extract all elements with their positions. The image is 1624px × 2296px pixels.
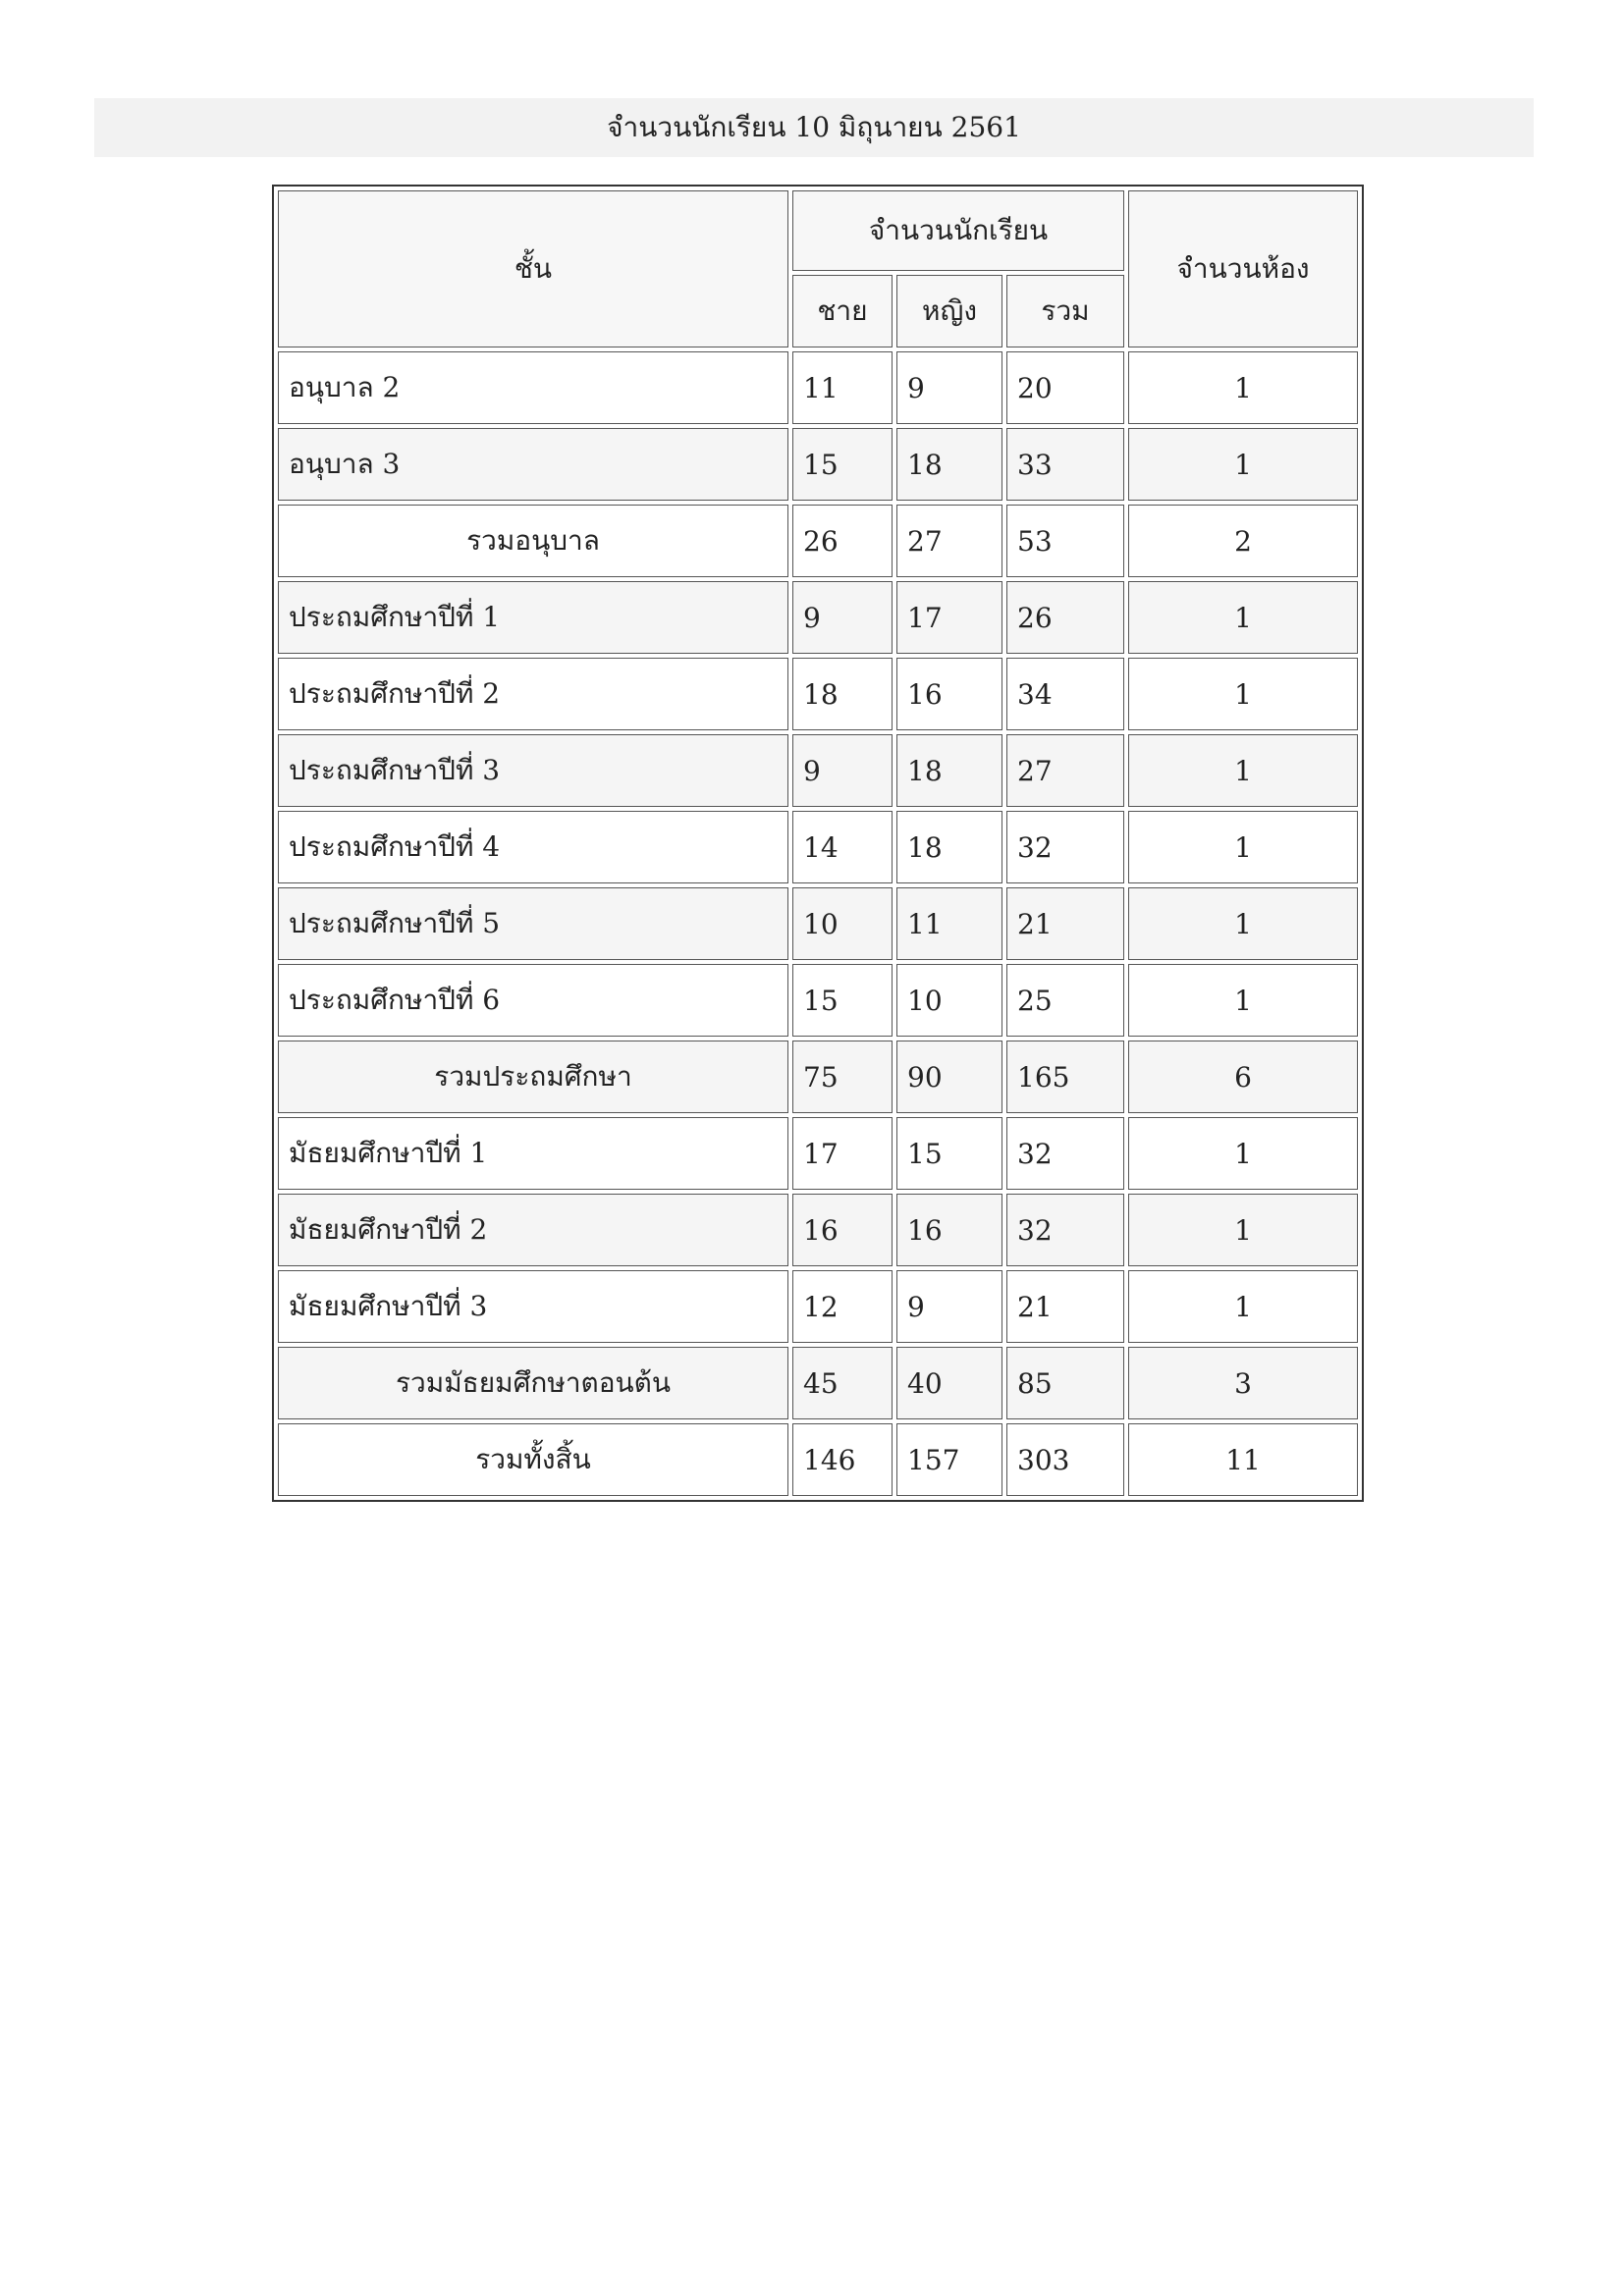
cell-grade: ประถมศึกษาปีที่ 4 — [278, 811, 788, 883]
cell-female: 9 — [896, 351, 1002, 424]
cell-male: 15 — [792, 428, 893, 501]
cell-total: 165 — [1006, 1041, 1124, 1113]
cell-female: 18 — [896, 734, 1002, 807]
cell-male: 146 — [792, 1423, 893, 1496]
cell-rooms: 2 — [1128, 505, 1358, 577]
cell-grade: ประถมศึกษาปีที่ 6 — [278, 964, 788, 1037]
cell-grade: ประถมศึกษาปีที่ 1 — [278, 581, 788, 654]
cell-total: 32 — [1006, 1194, 1124, 1266]
cell-rooms: 1 — [1128, 351, 1358, 424]
cell-male: 16 — [792, 1194, 893, 1266]
table-body — [278, 351, 1358, 1496]
cell-rooms: 1 — [1128, 734, 1358, 807]
cell-grade: รวมประถมศึกษา — [278, 1041, 788, 1113]
cell-female: 15 — [896, 1117, 1002, 1190]
cell-rooms: 11 — [1128, 1423, 1358, 1496]
header-students: จำนวนนักเรียน — [792, 190, 1124, 271]
table-row — [278, 658, 1358, 730]
cell-grade: ประถมศึกษาปีที่ 3 — [278, 734, 788, 807]
cell-total: 20 — [1006, 351, 1124, 424]
cell-grade: มัธยมศึกษาปีที่ 2 — [278, 1194, 788, 1266]
table-row — [278, 1423, 1358, 1496]
cell-rooms: 1 — [1128, 1194, 1358, 1266]
table-row — [278, 1117, 1358, 1190]
cell-rooms: 1 — [1128, 887, 1358, 960]
cell-female: 157 — [896, 1423, 1002, 1496]
cell-male: 10 — [792, 887, 893, 960]
cell-grade: อนุบาล 3 — [278, 428, 788, 501]
cell-female: 18 — [896, 811, 1002, 883]
cell-male: 11 — [792, 351, 893, 424]
cell-total: 303 — [1006, 1423, 1124, 1496]
cell-male: 9 — [792, 581, 893, 654]
cell-male: 17 — [792, 1117, 893, 1190]
table-row — [278, 964, 1358, 1037]
cell-male: 45 — [792, 1347, 893, 1419]
cell-total: 85 — [1006, 1347, 1124, 1419]
cell-total: 32 — [1006, 811, 1124, 883]
page-title-bar — [94, 98, 1534, 157]
table-row — [278, 351, 1358, 424]
cell-rooms: 1 — [1128, 658, 1358, 730]
cell-rooms: 1 — [1128, 1117, 1358, 1190]
cell-rooms: 3 — [1128, 1347, 1358, 1419]
cell-grade: ประถมศึกษาปีที่ 5 — [278, 887, 788, 960]
cell-female: 16 — [896, 658, 1002, 730]
cell-total: 25 — [1006, 964, 1124, 1037]
cell-female: 17 — [896, 581, 1002, 654]
cell-female: 90 — [896, 1041, 1002, 1113]
cell-grade: รวมมัธยมศึกษาตอนต้น — [278, 1347, 788, 1419]
header-female: หญิง — [896, 275, 1002, 347]
cell-grade: มัธยมศึกษาปีที่ 1 — [278, 1117, 788, 1190]
cell-male: 18 — [792, 658, 893, 730]
table-row — [278, 428, 1358, 501]
cell-male: 14 — [792, 811, 893, 883]
cell-grade: อนุบาล 2 — [278, 351, 788, 424]
cell-rooms: 1 — [1128, 811, 1358, 883]
cell-female: 18 — [896, 428, 1002, 501]
table-row — [278, 1041, 1358, 1113]
cell-female: 27 — [896, 505, 1002, 577]
cell-total: 27 — [1006, 734, 1124, 807]
cell-male: 9 — [792, 734, 893, 807]
cell-male: 15 — [792, 964, 893, 1037]
cell-grade: ประถมศึกษาปีที่ 2 — [278, 658, 788, 730]
cell-rooms: 1 — [1128, 581, 1358, 654]
cell-female: 9 — [896, 1270, 1002, 1343]
cell-rooms: 1 — [1128, 1270, 1358, 1343]
cell-male: 26 — [792, 505, 893, 577]
cell-female: 11 — [896, 887, 1002, 960]
cell-female: 10 — [896, 964, 1002, 1037]
cell-total: 21 — [1006, 1270, 1124, 1343]
cell-grade: รวมอนุบาล — [278, 505, 788, 577]
table-row — [278, 1194, 1358, 1266]
cell-rooms: 1 — [1128, 428, 1358, 501]
cell-male: 12 — [792, 1270, 893, 1343]
cell-total: 34 — [1006, 658, 1124, 730]
table-row — [278, 1347, 1358, 1419]
header-rooms: จำนวนห้อง — [1128, 190, 1358, 347]
table-row — [278, 734, 1358, 807]
cell-rooms: 1 — [1128, 964, 1358, 1037]
cell-total: 26 — [1006, 581, 1124, 654]
table-row — [278, 887, 1358, 960]
cell-grade: รวมทั้งสิ้น — [278, 1423, 788, 1496]
cell-total: 21 — [1006, 887, 1124, 960]
header-male: ชาย — [792, 275, 893, 347]
cell-total: 33 — [1006, 428, 1124, 501]
header-row-top — [278, 190, 1358, 271]
cell-total: 53 — [1006, 505, 1124, 577]
table-row — [278, 581, 1358, 654]
enrollment-table — [272, 185, 1364, 1502]
table-row — [278, 505, 1358, 577]
header-total: รวม — [1006, 275, 1124, 347]
page-title: จำนวนนักเรียน 10 มิถุนายน 2561 — [607, 111, 1021, 143]
header-grade: ชั้น — [278, 190, 788, 347]
cell-total: 32 — [1006, 1117, 1124, 1190]
table-row — [278, 1270, 1358, 1343]
cell-rooms: 6 — [1128, 1041, 1358, 1113]
cell-female: 40 — [896, 1347, 1002, 1419]
cell-male: 75 — [792, 1041, 893, 1113]
cell-grade: มัธยมศึกษาปีที่ 3 — [278, 1270, 788, 1343]
table-row — [278, 811, 1358, 883]
cell-female: 16 — [896, 1194, 1002, 1266]
